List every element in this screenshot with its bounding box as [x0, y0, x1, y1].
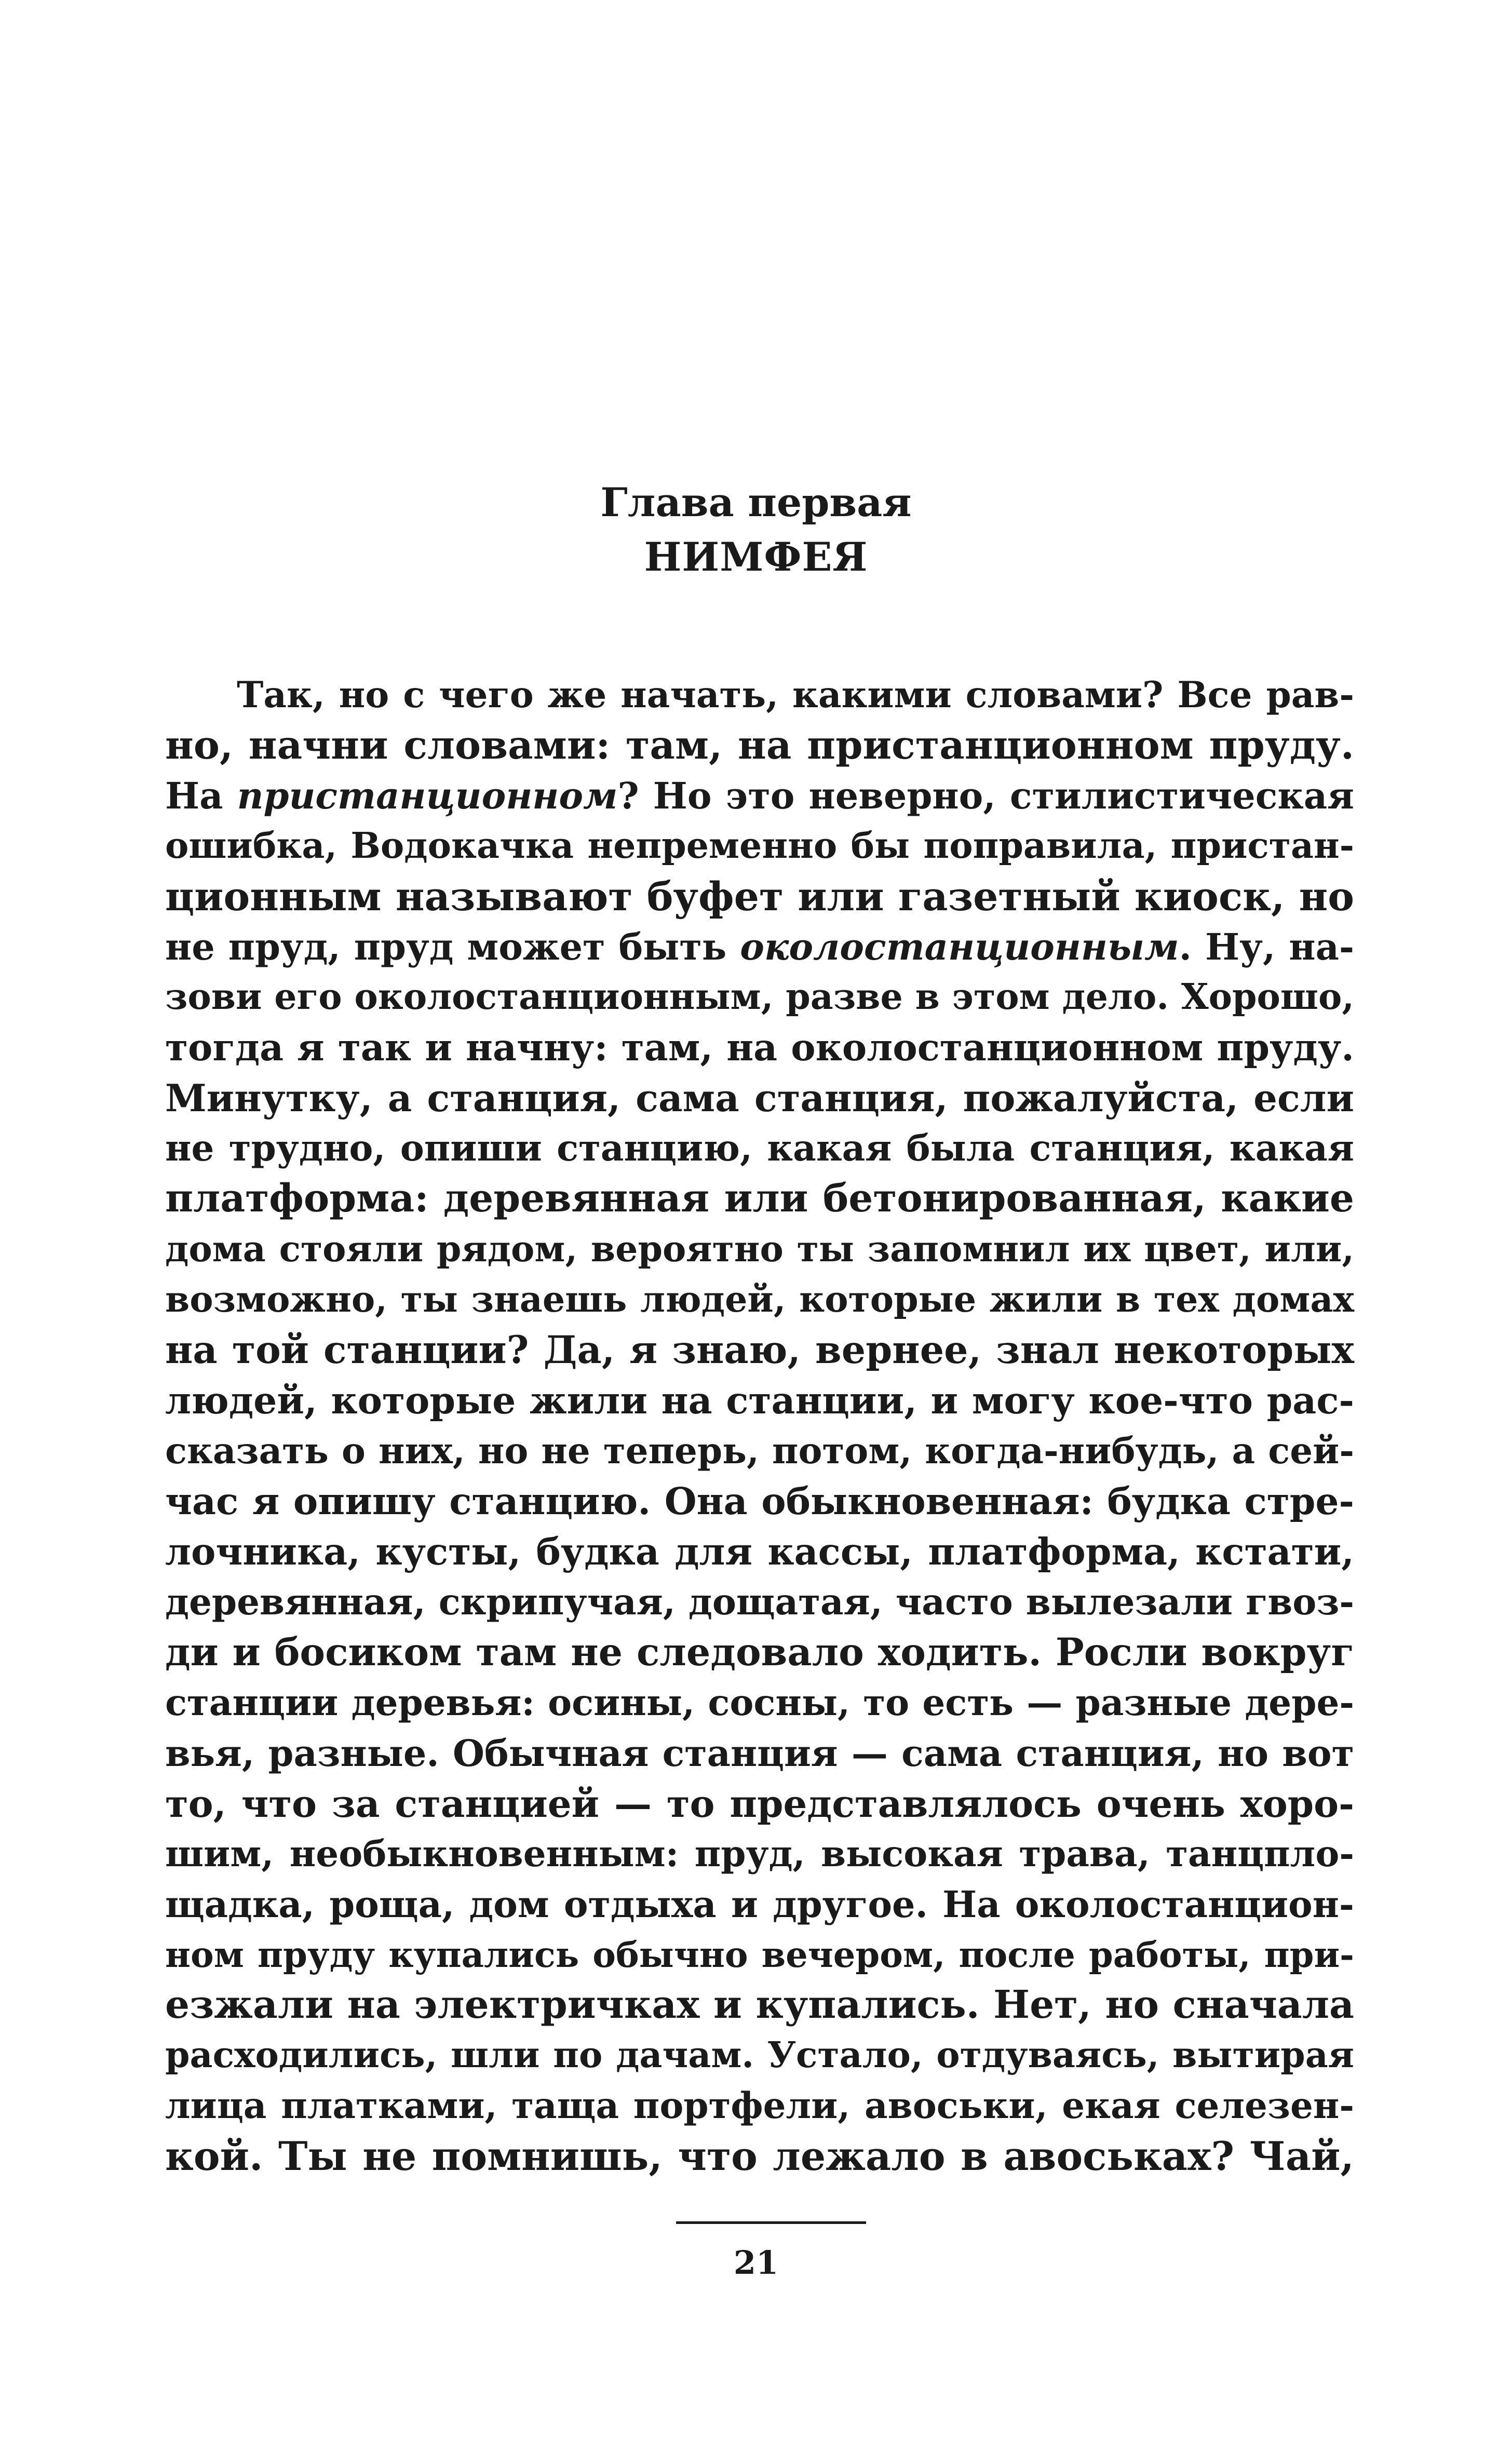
text-line — [165, 1778, 1354, 1829]
italic-text: пристанционном — [237, 774, 618, 818]
text-line — [165, 1829, 1354, 1879]
text-line — [165, 1224, 1354, 1275]
text-line — [165, 1678, 1354, 1728]
text-run: дома стояли рядом, вероятно ты запомнил их цвет, или, — [165, 1228, 1354, 1270]
text-line — [165, 1073, 1354, 1123]
text-line — [165, 972, 1354, 1022]
italic-text: околостанционным — [740, 925, 1179, 969]
text-run: Минутку, а станция, сама станция, пожалуйста, если — [165, 1076, 1354, 1121]
text-run: езжали на электричках и купались. Нет, но сначала — [165, 1983, 1354, 2028]
text-run: но, начни словами: там, на пристанционном пруду. — [165, 722, 1354, 768]
body-text — [165, 670, 1354, 2181]
text-line — [165, 1980, 1354, 2030]
text-run: кой. Ты не помнишь, что лежало в авоськах? Чай, — [165, 2133, 1354, 2180]
text-line — [165, 1174, 1354, 1224]
text-run: возможно, ты знаешь людей, которые жили в тех домах — [165, 1278, 1354, 1320]
text-line — [165, 1325, 1354, 1375]
text-run: зови его околостанционным, разве в этом дело. Хорошо, — [165, 976, 1354, 1018]
text-run: станции деревья: осины, сосны, то есть — разные дере- — [165, 1681, 1354, 1724]
text-line — [165, 1476, 1354, 1527]
text-line — [165, 1728, 1354, 1778]
text-run: не пруд, пруд может быть — [165, 925, 740, 969]
text-run: не трудно, опиши станцию, какая была станция, какая — [165, 1127, 1354, 1170]
text-line — [165, 1022, 1354, 1073]
text-run: вья, разные. Обычная станция — сама станция, но вот — [165, 1731, 1354, 1775]
text-line — [165, 1275, 1354, 1325]
text-run: На — [165, 774, 237, 818]
text-run: ном пруду купались обычно вечером, после работы, при- — [165, 1934, 1354, 1976]
text-run: платформа: деревянная или бетонированная, какие — [165, 1176, 1354, 1221]
text-line — [165, 1627, 1354, 1678]
text-run: сказать о них, но не теперь, потом, когда-нибудь, а сей- — [165, 1429, 1354, 1472]
text-run: щадка, роща, дом отдыха и другое. На околостанцион- — [165, 1883, 1354, 1926]
text-run: лочника, кусты, будка для кассы, платформа, кстати, — [165, 1529, 1354, 1573]
text-line — [165, 1375, 1354, 1426]
text-run: ? Но это неверно, стилистическая — [617, 774, 1354, 818]
text-line — [165, 821, 1354, 871]
text-line — [165, 2131, 1354, 2181]
text-run: ошибка, Водокачка непременно бы поправила, пристан- — [165, 825, 1354, 867]
text-run: лица платками, таща портфели, авоськи, екая селезен- — [165, 2085, 1354, 2127]
text-line — [165, 2030, 1354, 2081]
text-run: шим, необыкновенным: пруд, высокая трава, танцпло- — [165, 1833, 1354, 1876]
text-line — [165, 771, 1354, 821]
text-line — [165, 1123, 1354, 1174]
text-run: ди и босиком там не следовало ходить. Росли вокруг — [165, 1629, 1354, 1675]
text-run: ционным называют буфет или газетный киоск, но — [165, 873, 1354, 920]
text-line — [165, 2081, 1354, 2131]
page-number: 21 — [733, 2244, 779, 2282]
text-line — [165, 1930, 1354, 1980]
text-run: . Ну, на- — [1179, 925, 1354, 969]
text-line — [165, 670, 1354, 720]
text-line — [165, 1527, 1354, 1577]
text-run: Так, но с чего же начать, какими словами? Все рав- — [237, 674, 1354, 716]
text-line — [165, 871, 1354, 922]
text-line — [165, 720, 1354, 771]
text-run: людей, которые жили на станции, и могу кое-что рас- — [165, 1378, 1354, 1422]
text-run: час я опишу станцию. Она обыкновенная: будка стре- — [165, 1479, 1354, 1523]
text-run: деревянная, скрипучая, дощатая, часто вылезали гвоз- — [165, 1581, 1354, 1623]
chapter-title: НИМФЕЯ — [644, 534, 868, 580]
text-line — [165, 1577, 1354, 1627]
text-line — [165, 1879, 1354, 1930]
text-line — [165, 922, 1354, 972]
chapter-heading — [0, 475, 1512, 584]
text-run: расходились, шли по дачам. Устало, отдуваясь, вытирая — [165, 2034, 1354, 2076]
folio-rule — [676, 2221, 866, 2224]
text-run: то, что за станцией — то представлялось очень хоро- — [165, 1782, 1354, 1826]
chapter-number: Глава первая — [600, 479, 912, 525]
text-line — [165, 1426, 1354, 1476]
text-run: тогда я так и начну: там, на околостанционном пруду. — [165, 1026, 1354, 1070]
text-run: на той станции? Да, я знаю, вернее, знал некоторых — [165, 1327, 1354, 1372]
